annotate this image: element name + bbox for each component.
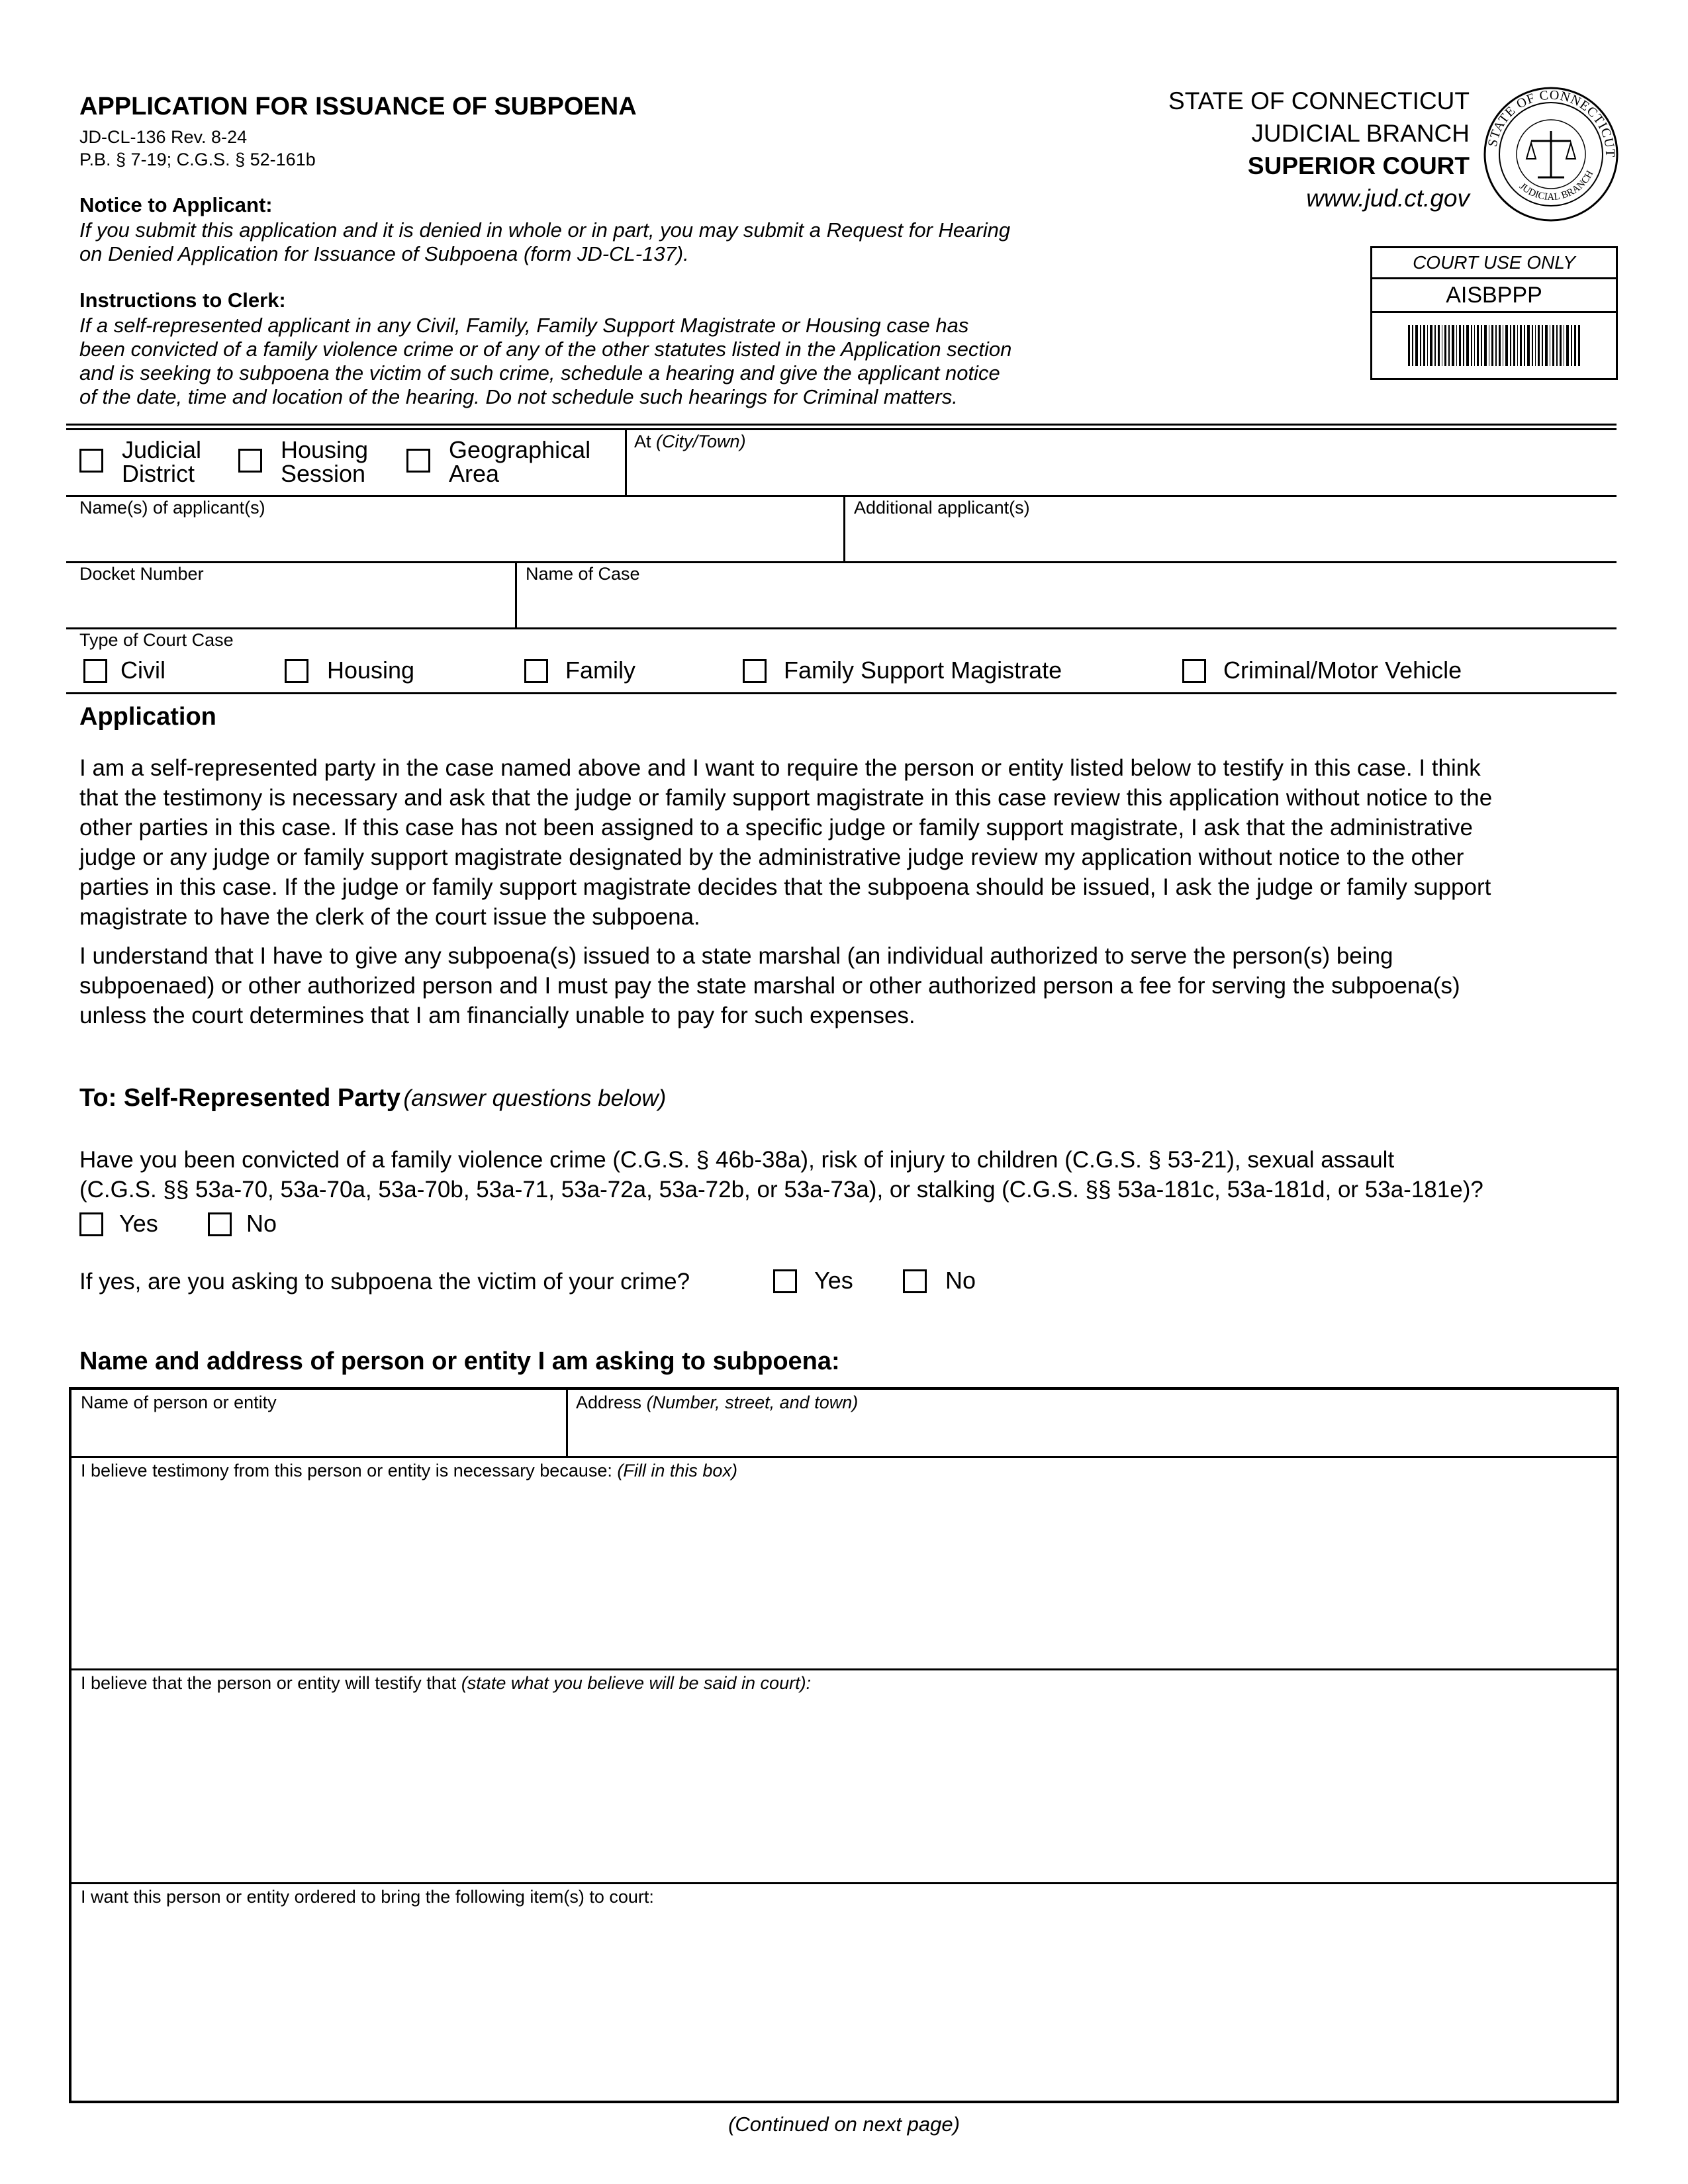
civil-label: Civil [120,657,165,684]
form-title: APPLICATION FOR ISSUANCE OF SUBPOENA [79,93,637,120]
items-to-bring-field[interactable] [71,1884,1617,2101]
paragraph-line: I understand that I have to give any subpoena(s) issued to a state marshal (an individual authorized to serve the person(s) being [79,943,1393,969]
expected-testimony-field[interactable] [71,1670,1617,1882]
necessary-hint: (Fill in this box) [617,1461,737,1480]
label-line: District [122,460,195,487]
civil-checkbox[interactable] [83,659,107,683]
items-label: I want this person or entity ordered to bring the following item(s) to court: [81,1887,654,1907]
notice-text [79,218,1010,266]
necessary-label-group [81,1461,737,1481]
case-type-label: Type of Court Case [79,630,234,650]
self-rep-title: To: Self-Represented Party [79,1084,400,1112]
question-1 [79,1145,1483,1205]
notice-line: If you submit this application and it is denied in whole or in part, you may submit a Request for Hearing [79,218,1011,242]
svg-text:JUDICIAL BRANCH: JUDICIAL BRANCH [1517,169,1596,203]
testify-label-group [81,1673,811,1694]
continued-note: (Continued on next page) [728,2113,960,2136]
court-use-box [1370,246,1618,380]
label-line: Judicial [122,436,202,463]
criminal-motor-vehicle-checkbox[interactable] [1182,659,1206,683]
q2-yes-checkbox[interactable] [773,1269,797,1293]
instructions-line: If a self-represented applicant in any Civil, Family, Family Support Magistrate or Housing case has [79,314,969,337]
form-id: JD-CL-136 Rev. 8-24 [79,127,248,147]
self-rep-heading [79,1084,666,1113]
housing-session-label [281,438,368,486]
paragraph-line: unless the court determines that I am financially unable to pay for such expenses. [79,1003,915,1028]
geographical-area-checkbox[interactable] [406,449,430,473]
judicial-district-label [122,438,201,486]
paragraph-line: judge or any judge or family support magistrate designated by the administrative judge review my application without notice to the other [79,844,1464,870]
instructions-line: been convicted of a family violence crime or of any of the other statutes listed in the Application section [79,338,1012,361]
barcode-icon [1408,325,1580,366]
paragraph-line: that the testimony is necessary and ask that the judge or family support magistrate in this case review this application without notice to the [79,785,1493,811]
q2-yes-label: Yes [814,1267,853,1294]
criminal-motor-vehicle-label: Criminal/Motor Vehicle [1223,657,1462,684]
label-line: Geographical [449,436,591,463]
self-rep-hint: (answer questions below) [403,1085,667,1111]
notice-line: on Denied Application for Issuance of Subpoena (form JD-CL-137). [79,242,689,265]
person-name-label: Name of person or entity [81,1392,277,1412]
paragraph-line: other parties in this case. If this case has not been assigned to a specific judge or family support magistrate, I ask that the administrative [79,815,1473,841]
testify-hint: (state what you believe will be said in court): [461,1673,812,1693]
court-name: SUPERIOR COURT [1247,152,1470,179]
person-address-field[interactable] [568,1390,1617,1456]
testimony-necessary-field[interactable] [71,1458,1617,1668]
testify-label: I believe that the person or entity will testify that [81,1673,457,1693]
q1-no-checkbox[interactable] [208,1212,232,1236]
court-header [1168,85,1470,214]
address-label-group [576,1392,858,1413]
q1-yes-checkbox[interactable] [79,1212,103,1236]
housing-session-checkbox[interactable] [238,449,262,473]
instructions-text [79,314,1011,409]
case-name-label: Name of Case [526,564,640,584]
label-line: Housing [281,436,369,463]
family-support-magistrate-label: Family Support Magistrate [784,657,1062,684]
housing-label: Housing [327,657,415,684]
q1-yes-label: Yes [119,1210,158,1237]
at-hint: (City/Town) [656,432,746,451]
docket-number-label: Docket Number [79,564,204,584]
q2-no-label: No [945,1267,976,1294]
address-hint: (Number, street, and town) [646,1392,859,1412]
family-label: Family [565,657,635,684]
question-line: Have you been convicted of a family violence crime (C.G.S. § 46b-38a), risk of injury to children (C.G.S. § 53-21), sexual assault [79,1147,1395,1173]
notice-heading: Notice to Applicant: [79,193,273,216]
instructions-line: and is seeking to subpoena the victim of such crime, schedule a hearing and give the applicant notice [79,361,1000,385]
housing-checkbox[interactable] [285,659,308,683]
family-checkbox[interactable] [524,659,548,683]
state-name: STATE OF CONNECTICUT [1168,87,1470,114]
paragraph-line: subpoenaed) or other authorized person and I must pay the state marshal or other authorized person a fee for serving the subpoena(s) [79,973,1460,999]
application-paragraph-1 [79,753,1492,932]
form-statutes: P.B. § 7-19; C.G.S. § 52-161b [79,150,316,169]
question-line: (C.G.S. §§ 53a-70, 53a-70a, 53a-70b, 53a-71, 53a-72a, 53a-72b, or 53a-73a), or stalking (C.G.S. §§ 53a-181c, 53a-181d, or 53a-181e)? [79,1177,1483,1203]
at-label: At [634,432,651,451]
person-name-field[interactable] [71,1390,568,1456]
paragraph-line: I am a self-represented party in the case named above and I want to require the person or entity listed below to testify in this case. I think [79,755,1481,781]
geographical-area-label [449,438,590,486]
state-seal-icon [1481,85,1620,224]
additional-applicants-label: Additional applicant(s) [854,498,1030,518]
website: www.jud.ct.gov [1306,185,1470,212]
branch-name: JUDICIAL BRANCH [1251,120,1470,147]
paragraph-line: parties in this case. If the judge or family support magistrate decides that the subpoena should be issued, I ask the judge or family support [79,874,1491,900]
q2-no-checkbox[interactable] [903,1269,927,1293]
application-paragraph-2 [79,941,1460,1030]
paragraph-line: magistrate to have the clerk of the court issue the subpoena. [79,904,700,930]
court-use-code: AISBPPP [1372,279,1616,313]
court-use-label: COURT USE ONLY [1372,248,1616,279]
city-town-field[interactable] [634,432,746,452]
question-2: If yes, are you asking to subpoena the victim of your crime? [79,1269,690,1295]
application-heading: Application [79,703,216,731]
svg-text:STATE OF CONNECTICUT: STATE OF CONNECTICUT [1485,87,1618,158]
judicial-district-checkbox[interactable] [79,449,103,473]
q1-no-label: No [246,1210,277,1237]
necessary-label: I believe testimony from this person or entity is necessary because: [81,1461,612,1480]
label-line: Session [281,460,366,487]
label-line: Area [449,460,500,487]
address-label: Address [576,1392,642,1412]
subpoena-heading: Name and address of person or entity I am asking to subpoena: [79,1347,840,1375]
applicants-field-label: Name(s) of applicant(s) [79,498,265,518]
family-support-magistrate-checkbox[interactable] [743,659,767,683]
instructions-heading: Instructions to Clerk: [79,289,286,312]
subpoena-table [69,1387,1619,2103]
instructions-line: of the date, time and location of the hearing. Do not schedule such hearings for Criminal matters. [79,385,958,408]
